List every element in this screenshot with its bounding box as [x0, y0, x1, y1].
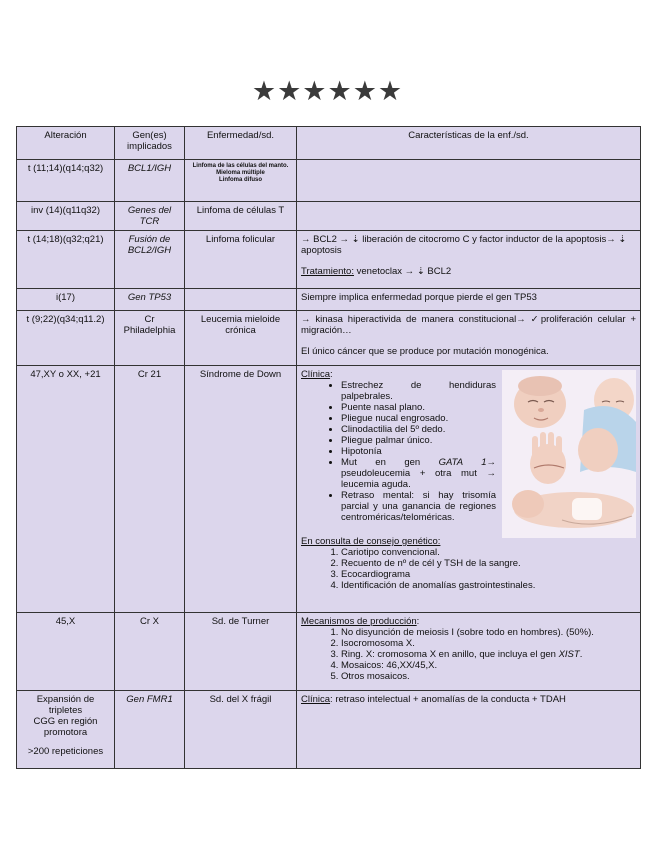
alt-line: Expansión de tripletes: [36, 694, 95, 716]
cell-enfermedad: Linfoma folicular: [185, 231, 297, 289]
mecanismos-heading: Mecanismos de producción:: [301, 616, 420, 627]
list-item: • Retraso mental: si hay trisomía parcial y una ganancia de regiones centroméricas/teloméricas.: [341, 490, 636, 523]
list-item: 3. Ecocardiograma: [341, 569, 636, 580]
header-caracteristicas: Características de la enf./sd.: [297, 127, 641, 160]
cell-genes: Gen TP53: [115, 289, 185, 311]
list-item: • Estrechez de hendiduras palpebrales.: [341, 380, 636, 402]
star-rating: ★★★★★★: [251, 76, 404, 107]
enf-line: Mieloma múltiple: [216, 170, 265, 176]
ring-text: Ring. X: cromosoma X en anillo, que incluya el gen: [341, 649, 559, 660]
table-row: [17, 311, 641, 366]
cell-alteracion: t (14;18)(q32;q21): [17, 231, 115, 289]
cell-genes: Gen FMR1: [115, 691, 185, 769]
treatment-text: venetoclax → ⇣ BCL2: [353, 266, 452, 277]
enf-line: Linfoma de las células del manto.: [192, 163, 289, 169]
monogenic-text: El único cáncer que se produce por mutación monogénica.: [301, 346, 549, 357]
mut-gene: GATA 1: [438, 457, 487, 468]
cell-alteracion: inv (14)(q11q32): [17, 202, 115, 231]
clinica-label: Clínica: [301, 694, 331, 705]
alt-line: CGG en región promotora: [33, 716, 98, 738]
list-item: • Pliegue nucal engrosado.: [341, 413, 636, 424]
list-item: • Pliegue palmar único.: [341, 435, 636, 446]
table-row: [17, 691, 641, 769]
cell-genes: Fusión de BCL2/IGH: [115, 231, 185, 289]
cell-caracteristicas: [297, 160, 641, 202]
header-enfermedad: Enfermedad/sd.: [185, 127, 297, 160]
list-item: 4. Mosaicos: 46,XX/45,X.: [341, 660, 636, 671]
cell-genes: Genes del TCR: [115, 202, 185, 231]
cell-genes: Cr Philadelphia: [115, 311, 185, 366]
cell-genes: Cr X: [115, 613, 185, 691]
table-row: [17, 202, 641, 231]
cell-caracteristicas: [297, 691, 641, 769]
cell-alteracion: [17, 691, 115, 769]
cell-alteracion: 45,X: [17, 613, 115, 691]
cell-enfermedad: Linfoma de células T: [185, 202, 297, 231]
cell-caracteristicas: [297, 366, 641, 613]
table-row: [17, 289, 641, 311]
cell-caracteristicas: [297, 231, 641, 289]
down-syndrome-illustration: [502, 370, 636, 538]
clinica-text: : retraso intelectual + anomalías de la conducta + TDAH: [330, 694, 566, 705]
cell-alteracion: i(17): [17, 289, 115, 311]
enf-line: Linfoma difuso: [219, 177, 262, 183]
cell-alteracion: t (11;14)(q14;q32): [17, 160, 115, 202]
ring-end: .: [579, 649, 583, 660]
consejo-heading: En consulta de consejo genético:: [301, 536, 441, 547]
table-row: [17, 613, 641, 691]
list-item: 2. Isocromosoma X.: [341, 638, 636, 649]
cell-genes: BCL1/IGH: [115, 160, 185, 202]
cell-enfermedad: [185, 289, 297, 311]
list-item: • Puente nasal plano.: [341, 402, 636, 413]
header-genes: Gen(es) implicados: [115, 127, 185, 160]
list-item: 1. Cariotipo convencional.: [341, 547, 636, 558]
alt-line: >200 repeticiones: [27, 746, 104, 757]
list-item: • Clinodactilia del 5º dedo.: [341, 424, 636, 435]
cell-enfermedad: [185, 160, 297, 202]
table-header-row: [17, 127, 641, 160]
table-row: [17, 231, 641, 289]
table-row: [17, 160, 641, 202]
mut-text: Mut en gen: [341, 457, 439, 468]
treatment-label: Tratamiento:: [301, 266, 354, 277]
bcl2-mechanism: → BCL2 → ⇣ liberación de citocromo C y factor inductor de la apoptosis→ ⇣ apoptosis: [301, 234, 627, 256]
list-item: • Hipotonía: [341, 446, 636, 457]
genetics-table: [16, 126, 641, 769]
treatment-line: [301, 266, 636, 277]
cell-caracteristicas: [297, 311, 641, 366]
cell-alteracion: t (9;22)(q34;q11.2): [17, 311, 115, 366]
cell-enfermedad: Sd. del X frágil: [185, 691, 297, 769]
cell-enfermedad: Sd. de Turner: [185, 613, 297, 691]
clinica-heading: Clínica:: [301, 369, 333, 380]
list-item: [341, 649, 636, 660]
list-item: 4. Identificación de anomalías gastrointestinales.: [341, 580, 636, 591]
cell-enfermedad: Síndrome de Down: [185, 366, 297, 613]
mecanismos-list: [301, 627, 636, 682]
list-item: 1. No disyunción de meiosis I (sobre todo en hombres). (50%).: [341, 627, 636, 638]
mut-text-2: → pseudoleucemia + otra mut → leucemia aguda.: [341, 457, 497, 490]
ring-gene: XIST: [558, 649, 580, 660]
cell-caracteristicas: Siempre implica enfermedad porque pierde el gen TP53: [297, 289, 641, 311]
cell-enfermedad: Leucemia mieloide crónica: [185, 311, 297, 366]
cell-caracteristicas: [297, 613, 641, 691]
consejo-list: [301, 547, 636, 591]
list-item: 2. Recuento de nº de cél y TSH de la sangre.: [341, 558, 636, 569]
mecanismos-label: Mecanismos de producción: [301, 616, 417, 627]
kinase-text: → kinasa hiperactivida de manera constitucional→ ✓proliferación celular + migración…: [301, 314, 636, 336]
header-alteracion: Alteración: [17, 127, 115, 160]
cell-caracteristicas: [297, 202, 641, 231]
cell-alteracion: 47,XY o XX, +21: [17, 366, 115, 613]
cell-genes: Cr 21: [115, 366, 185, 613]
table-row: [17, 366, 641, 613]
clinica-label: Clínica: [301, 369, 331, 380]
list-item: 5. Otros mosaicos.: [341, 671, 636, 682]
